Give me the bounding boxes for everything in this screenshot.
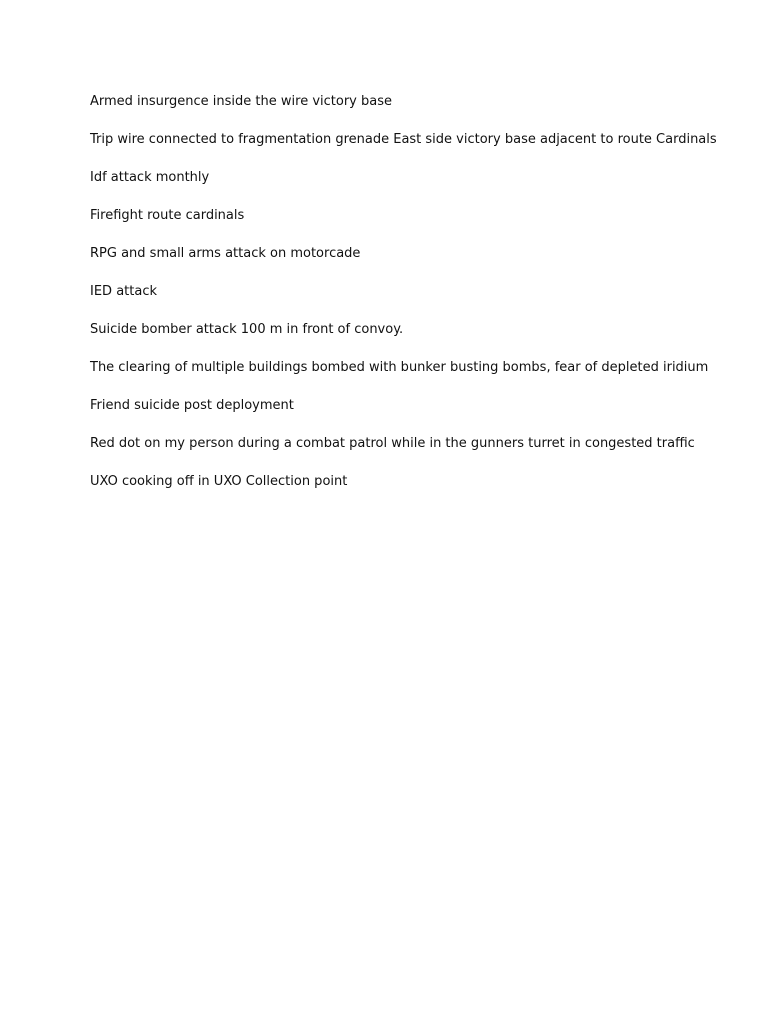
paragraph: Armed insurgence inside the wire victory base: [90, 94, 392, 109]
paragraph: UXO cooking off in UXO Collection point: [90, 474, 348, 489]
paragraph: Trip wire connected to fragmentation grenade East side victory base adjacent to route Cardinals: [90, 132, 717, 147]
paragraph: Suicide bomber attack 100 m in front of convoy.: [90, 322, 404, 337]
paragraph: RPG and small arms attack on motorcade: [90, 246, 361, 261]
paragraph: Friend suicide post deployment: [90, 398, 294, 413]
paragraph: Idf attack monthly: [90, 170, 210, 185]
paragraph: IED attack: [90, 284, 157, 299]
paragraph: The clearing of multiple buildings bombed with bunker busting bombs, fear of depleted iridium: [90, 360, 709, 375]
paragraph: Firefight route cardinals: [90, 208, 245, 223]
paragraph: Red dot on my person during a combat patrol while in the gunners turret in congested traffic: [90, 436, 695, 451]
document-body: [90, 93, 730, 511]
